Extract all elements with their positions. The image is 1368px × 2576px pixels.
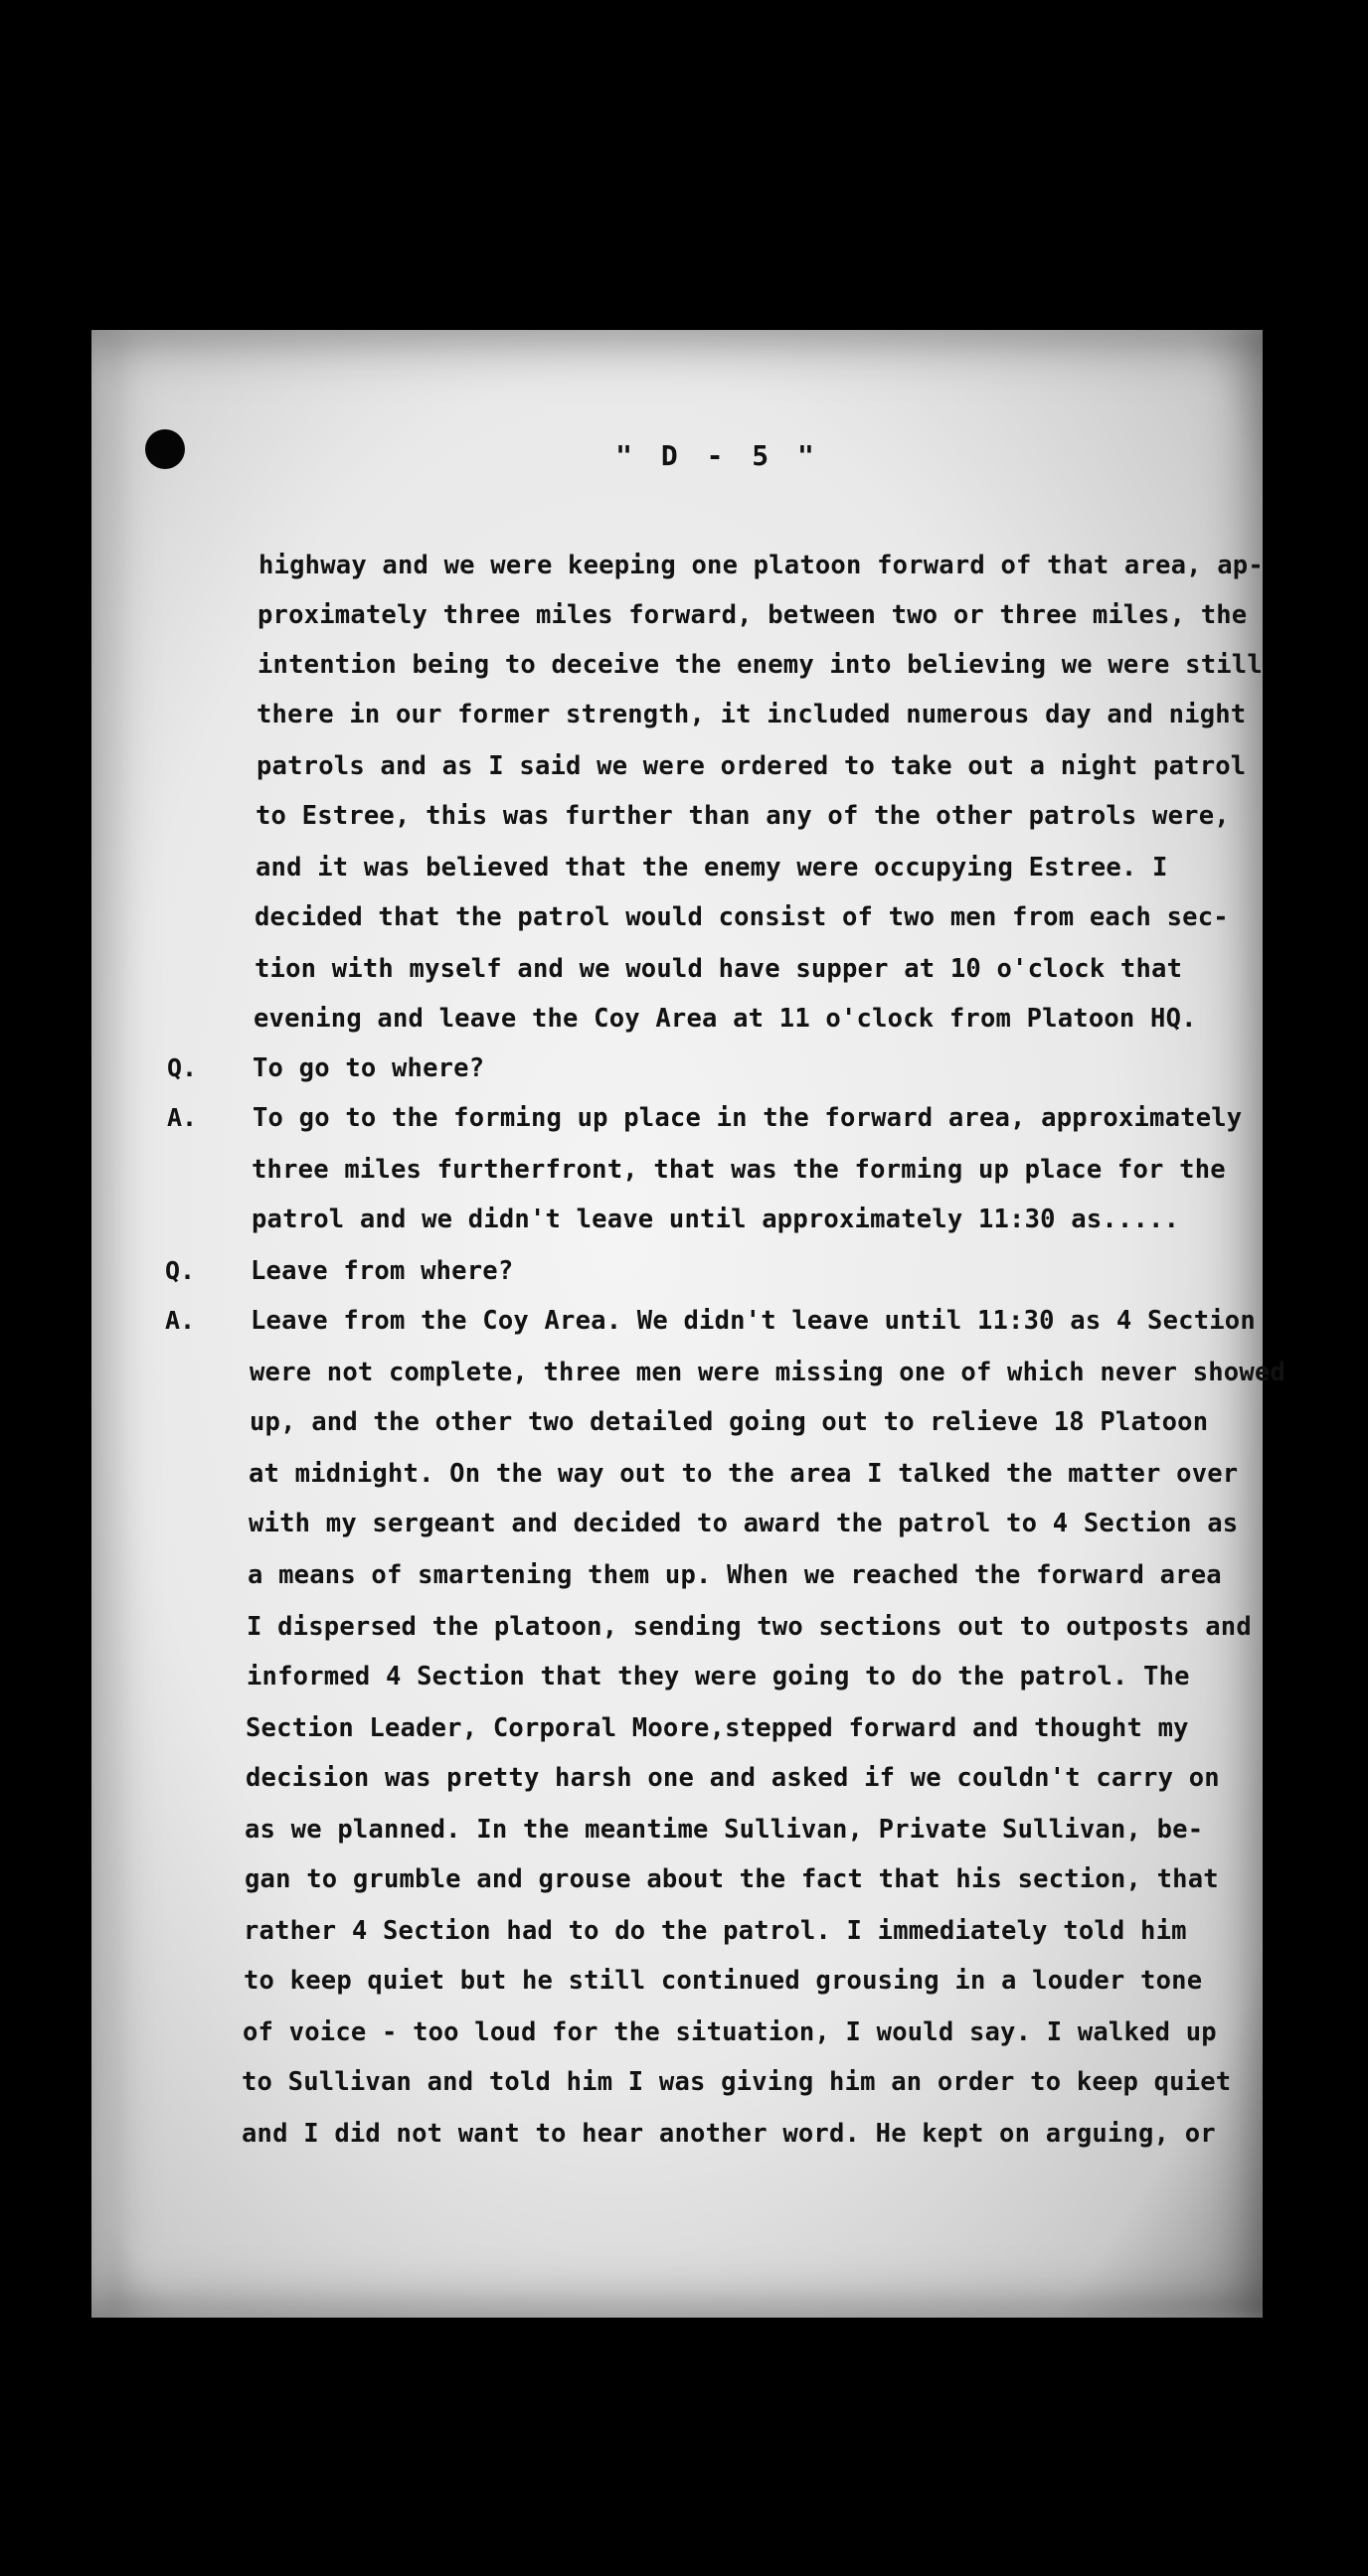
text-line: to keep quiet but he still continued grousing in a louder tone bbox=[244, 1966, 1203, 1996]
text-line: to Estree, this was further than any of the other patrols were, bbox=[256, 801, 1230, 831]
text-line: were not complete, three men were missing one of which never showed bbox=[250, 1358, 1286, 1387]
answer-marker: A. bbox=[167, 1103, 198, 1132]
page-number: " D - 5 " bbox=[615, 439, 820, 472]
text-line: to Sullivan and told him I was giving him an order to keep quiet bbox=[242, 2067, 1232, 2097]
text-line: highway and we were keeping one platoon forward of that area, ap- bbox=[258, 551, 1264, 580]
text-line: rather 4 Section had to do the patrol. I immediately told him bbox=[244, 1916, 1187, 1946]
text-line: at midnight. On the way out to the area I talked the matter over bbox=[249, 1459, 1239, 1489]
text-line: Leave from where? bbox=[251, 1256, 514, 1286]
text-line: proximately three miles forward, between two or three miles, the bbox=[257, 600, 1248, 630]
question-marker: Q. bbox=[167, 1053, 198, 1082]
document-page bbox=[91, 330, 1286, 2318]
text-line: To go to the forming up place in the forward area, approximately bbox=[253, 1103, 1243, 1133]
text-line: patrols and as I said we were ordered to take out a night patrol bbox=[256, 751, 1247, 781]
text-line: decided that the patrol would consist of two men from each sec- bbox=[255, 902, 1229, 932]
text-line: intention being to deceive the enemy into believing we were still bbox=[257, 650, 1263, 680]
text-line: a means of smartening them up. When we reached the forward area bbox=[248, 1560, 1222, 1590]
text-line: gan to grumble and grouse about the fact that his section, that bbox=[245, 1864, 1219, 1894]
text-line: with my sergeant and decided to award the patrol to 4 Section as bbox=[249, 1509, 1239, 1538]
text-line: tion with myself and we would have supper at 10 o'clock that bbox=[255, 954, 1183, 984]
text-line: Section Leader, Corporal Moore,stepped forward and thought my bbox=[246, 1713, 1189, 1743]
text-line: of voice - too loud for the situation, I would say. I walked up bbox=[243, 2017, 1217, 2047]
text-line: patrol and we didn't leave until approximately 11:30 as..... bbox=[252, 1205, 1180, 1234]
text-line: decision was pretty harsh one and asked if we couldn't carry on bbox=[246, 1763, 1220, 1793]
text-line: up, and the other two detailed going out to relieve 18 Platoon bbox=[250, 1407, 1209, 1437]
text-line: and I did not want to hear another word. He kept on arguing, or bbox=[242, 2119, 1216, 2149]
text-line: three miles furtherfront, that was the forming up place for the bbox=[252, 1155, 1226, 1185]
text-line: informed 4 Section that they were going to do the patrol. The bbox=[247, 1662, 1190, 1691]
text-line: as we planned. In the meantime Sullivan, Private Sullivan, be- bbox=[245, 1815, 1204, 1845]
text-line: I dispersed the platoon, sending two sections out to outposts and bbox=[247, 1612, 1252, 1642]
text-line: evening and leave the Coy Area at 11 o'clock from Platoon HQ. bbox=[254, 1004, 1197, 1034]
text-line: To go to where? bbox=[253, 1053, 485, 1083]
text-line: and it was believed that the enemy were occupying Estree. I bbox=[256, 853, 1168, 883]
answer-marker: A. bbox=[165, 1306, 196, 1335]
text-line: there in our former strength, it included numerous day and night bbox=[256, 700, 1247, 729]
text-line: Leave from the Coy Area. We didn't leave until 11:30 as 4 Section bbox=[251, 1306, 1256, 1336]
question-marker: Q. bbox=[165, 1256, 196, 1285]
document-body bbox=[91, 330, 1286, 2318]
